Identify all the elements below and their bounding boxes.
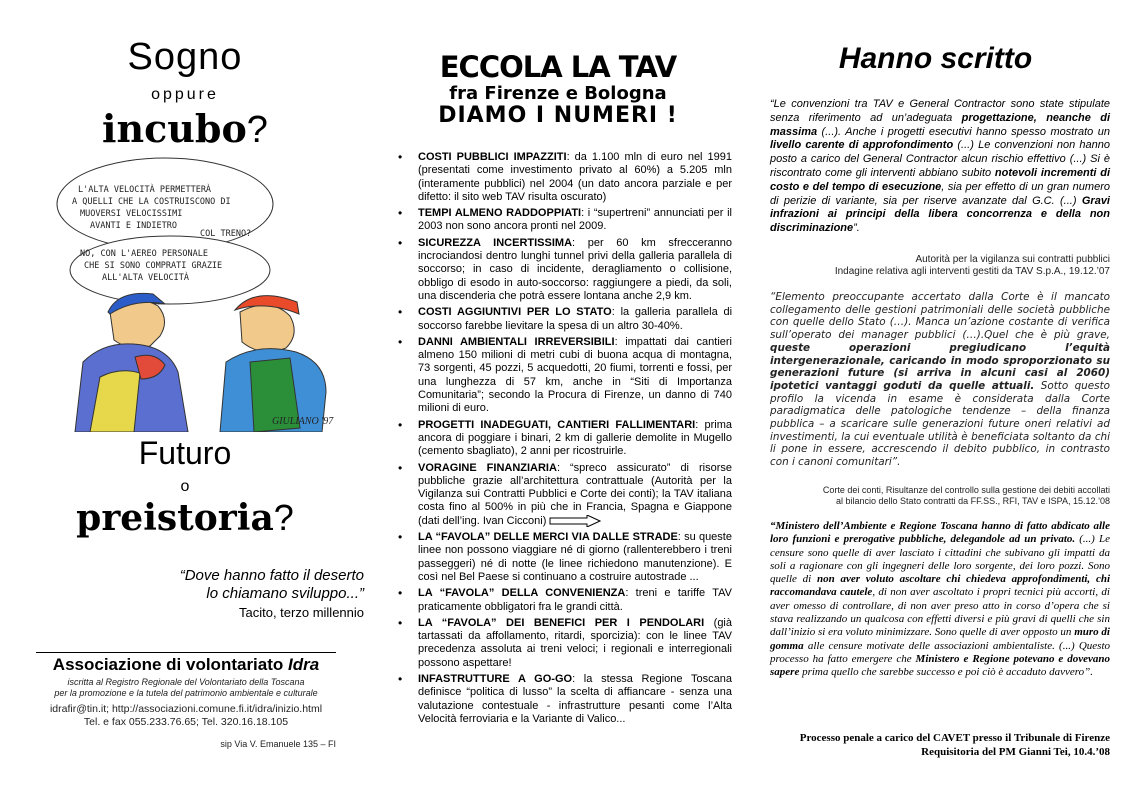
list-item: • TEMPI ALMENO RADDOPPIATI: i “supertreni” annunciati per il 2003 non sono ancora pronti nel 2009.	[396, 207, 732, 234]
source-autorita-vigilanza: Autorità per la vigilanza sui contratti pubblici Indagine relativa agli interventi gestiti da TAV S.p.A., 19.12.’07	[834, 254, 1110, 277]
list-item: • LA “FAVOLA” DELLA CONVENIENZA: treni e tariffe TAV praticamente obbligatori fra le grandi città.	[396, 587, 732, 614]
cartoon-signature: GIULIANO '97	[272, 416, 334, 427]
list-item: • DANNI AMBIENTALI IRREVERSIBILI: impattati dai cantieri almeno 150 milioni di metri cubi di buona acqua di montagna, 73 sorgenti, 45 pozzi, 5 acquedotti, 20 fiumi, torrenti e fossi, per una lunghezza di 57 km, anche in “Siti di Importanza Comunitaria”; secondo la Procura di Firenze, un danno di 740 milioni di euro.	[396, 336, 732, 416]
tacito-quote-line1: “Dove hanno fatto il deserto	[179, 567, 364, 584]
arrow-right-icon	[549, 515, 601, 527]
subtitle-firenze-bologna: fra Firenze e Bologna	[449, 83, 667, 104]
list-item: • SICUREZZA INCERTISSIMA: per 60 km sfrecceranno incrociandosi dentro lunghi tunnel privi della galleria parallela di soccorso; in caso di incidente, deragliamento o collisione, obbligo di esodo in auto-soccorso: raggiungere a piedi, da soli, una discenderia che potrà essere lontana anche 2,9 km.	[396, 237, 732, 303]
cartoon-text-1: L'ALTA VELOCITÀ PERMETTERÀ	[78, 185, 212, 195]
svg-text:CHE SI SONO COMPRATI GRAZIE: CHE SI SONO COMPRATI GRAZIE	[84, 261, 223, 271]
tacito-author: Tacito, terzo millennio	[239, 605, 364, 620]
association-prefix: Associazione di volontariato	[52, 655, 289, 674]
source-requisitoria: Processo penale a carico del CAVET presso il Tribunale di Firenze Requisitoria del PM Gianni Tei, 10.4.’08	[799, 732, 1110, 758]
quote-corte-dei-conti: “Elemento preoccupante accertato dalla Corte è il mancato collegamento delle gestioni patrimoniali delle società pubbliche con quelle dello Stato (…). Manca un’azione costante di verifica sull’operato dei manager pubblici (…).Quel che è più grave, queste operazioni pregiudicano l’equità intergenerazionale, caricando in modo sproporzionato su generazioni future (si arriva in alcuni casi al 2060) ipotetici vantaggi goduti da quelle attuali. Sotto questo profilo la vicenda in esame è considerata dalla Corte paradigmatica delle patologiche tendenze – della finanza pubblica – a scaricare sulle generazioni future oneri relativi ad investimenti, la cui eventuale utilità è beneficiata soltanto da chi li pone in essere, accrescendo il debito pubblico, in contrasto con i canoni comunitari”.	[770, 291, 1110, 469]
quote-requisitoria: “Ministero dell’Ambiente e Regione Toscana hanno di fatto abdicato alle loro funzioni e prerogative pubbliche, delegandole ad un privato. (...) Le censure sono quelle di aver lasciato i cittadini che subivano gli impatti da soli a ragionare con gli ingegneri delle loro sorgente, dei loro pozzi. Sono quelle di non aver voluto ascoltare chi chiedeva approfondimenti, chi raccomandava cautele, di non aver ascoltato i propri tecnici più accorti, di aver omesso di controllare, di non aver preso atto in corso d’opera che si stava realizzando un qualcosa con effetti diversi e più gravi di quelli che sin dall’inizio si era voluto minimizzare. Sono quelle di aver opposto un muro di gomma alle censure motivate delle associazioni ambientaliste. (...) Questo processo ha fatto emergere che Ministero e Regione potevano e dovevano sapere prima quello che sarebbe successo e poi ciò è accaduto davvero”.	[770, 520, 1110, 679]
contact-email-web[interactable]: idrafir@tin.it; http://associazioni.comune.fi.it/idra/inizio.html	[49, 703, 323, 715]
word-oppure: oppure	[151, 86, 219, 103]
title-preistoria	[0, 497, 370, 539]
cartoon-illustration	[50, 152, 340, 432]
tacito-quote	[80, 567, 364, 603]
tacito-quote-line2: lo chiamano sviluppo...”	[206, 585, 364, 602]
svg-text:AVANTI E INDIETRO: AVANTI E INDIETRO	[90, 221, 177, 231]
title-hanno-scritto: Hanno scritto	[838, 42, 1033, 75]
word-incubo: incubo	[102, 106, 247, 151]
list-item: • LA “FAVOLA” DELLE MERCI VIA DALLE STRADE: su queste linee non possono viaggiare né di giorno (rallenterebbero i treni passeggeri) né di notte (le linee richiedono manutenzione). E così nel Bel Paese si continuano a costruire autostrade ...	[396, 531, 732, 584]
association-contacts	[30, 703, 342, 729]
word-o: o	[180, 478, 190, 495]
middle-column	[378, 0, 738, 793]
question-mark-2: ?	[273, 497, 294, 538]
left-column	[0, 0, 370, 793]
title-incubo	[0, 106, 370, 152]
word-preistoria: preistoria	[76, 497, 274, 539]
list-item: • COSTI PUBBLICI IMPAZZITI: da 1.100 mln di euro nel 1991 (presentati come investimento privato al 60%) a 5.205 mln (interamente pubblici) nel 2004 (un dato ancora parziale e per difetto: il sito web TAV risulta oscurato)	[396, 151, 732, 204]
registration-line2: per la promozione e la tutela del patrimonio ambientale e culturale	[54, 688, 318, 698]
svg-text:MUOVERSI VELOCISSIMI: MUOVERSI VELOCISSIMI	[80, 209, 183, 219]
title-diamo-i-numeri: DIAMO I NUMERI !	[438, 103, 678, 128]
svg-text:A QUELLI CHE LA COSTRUISCONO D: A QUELLI CHE LA COSTRUISCONO DI	[72, 197, 231, 207]
svg-text:COL TRENO?: COL TRENO?	[200, 229, 252, 239]
numbers-list	[396, 151, 732, 729]
divider	[36, 652, 336, 653]
association-idra: Idra	[288, 655, 320, 674]
right-column	[748, 0, 1123, 793]
registration-line1: iscritta al Registro Regionale del Volontariato della Toscana	[67, 677, 305, 687]
list-item: • INFASTRUTTURE A GO-GO: la stessa Regione Toscana definisce “politica di lusso” la scelta di affiancare - senza una valutazione contestuale - infrastrutture pesanti come l’Alta Velocità ferroviaria e la Variante di Valico...	[396, 673, 732, 726]
svg-text:NO, CON L'AEREO PERSONALE: NO, CON L'AEREO PERSONALE	[80, 249, 208, 259]
list-item: • COSTI AGGIUNTIVI PER LO STATO: la galleria parallela di soccorso farebbe lievitare la spesa di un altro 30-40%.	[396, 306, 732, 333]
title-eccola-la-tav: ECCOLA LA TAV	[439, 50, 677, 84]
question-mark: ?	[246, 109, 268, 151]
quote-autorita-vigilanza: “Le convenzioni tra TAV e General Contractor sono state stipulate senza riferimento ad un’adeguata progettazione, neanche di massima (...). Anche i progetti esecutivi hanno spesso mostrato un livello carente di approfondimento (...) Le convenzioni non hanno posto a carico del General Contractor alcun rischio effettivo (...) Si è riscontrato come gli interventi abbiano subito notevoli incrementi di costo e del tempo di esecuzione, sia per effetto di un gran numero di perizie di variante, sia per riserve avanzate dal G.C. (...) Gravi infrazioni ai principi della libera concorrenza e della non discriminazione”.	[770, 98, 1111, 235]
svg-text:ALL'ALTA VELOCITÀ: ALL'ALTA VELOCITÀ	[102, 273, 189, 283]
title-sogno: Sogno	[127, 36, 243, 78]
association-address: sip Via V. Emanuele 135 – FI	[220, 739, 336, 749]
association-registration	[30, 677, 342, 699]
title-futuro: Futuro	[138, 435, 232, 471]
list-item: • VORAGINE FINANZIARIA: “spreco assicurato” di risorse pubbliche grazie all’architettura contrattuale (Autorità per la Vigilanza sui Contratti Pubblici e Corte dei conti); la TAV italiana costa fino al 500% in più che in Francia, Spagna e Giappone (dati dell’ing. Ivan Cicconi)	[396, 462, 732, 528]
contact-phone: Tel. e fax 055.233.76.65; Tel. 320.16.18.105	[83, 716, 289, 728]
source-corte-dei-conti: Corte dei conti, Risultanze del controllo sulla gestione dei debiti accollati al bilancio dello Stato contratti da FF.SS., RFI, TAV e ISPA, 15.12.’08	[822, 485, 1110, 506]
association-name	[30, 655, 342, 675]
list-item: • PROGETTI INADEGUATI, CANTIERI FALLIMENTARI: prima ancora di poggiare i binari, 2 km di gallerie demolite in Mugello (cemento sbagliato), 2 anni per ricostruirle.	[396, 419, 732, 459]
list-item: • LA “FAVOLA” DEI BENEFICI PER I PENDOLARI (già tartassati da affollamento, ritardi, sporcizia): con le linee TAV precedenza assoluta ai treni veloci; i regionali e interregionali possono aspettare!	[396, 617, 732, 670]
